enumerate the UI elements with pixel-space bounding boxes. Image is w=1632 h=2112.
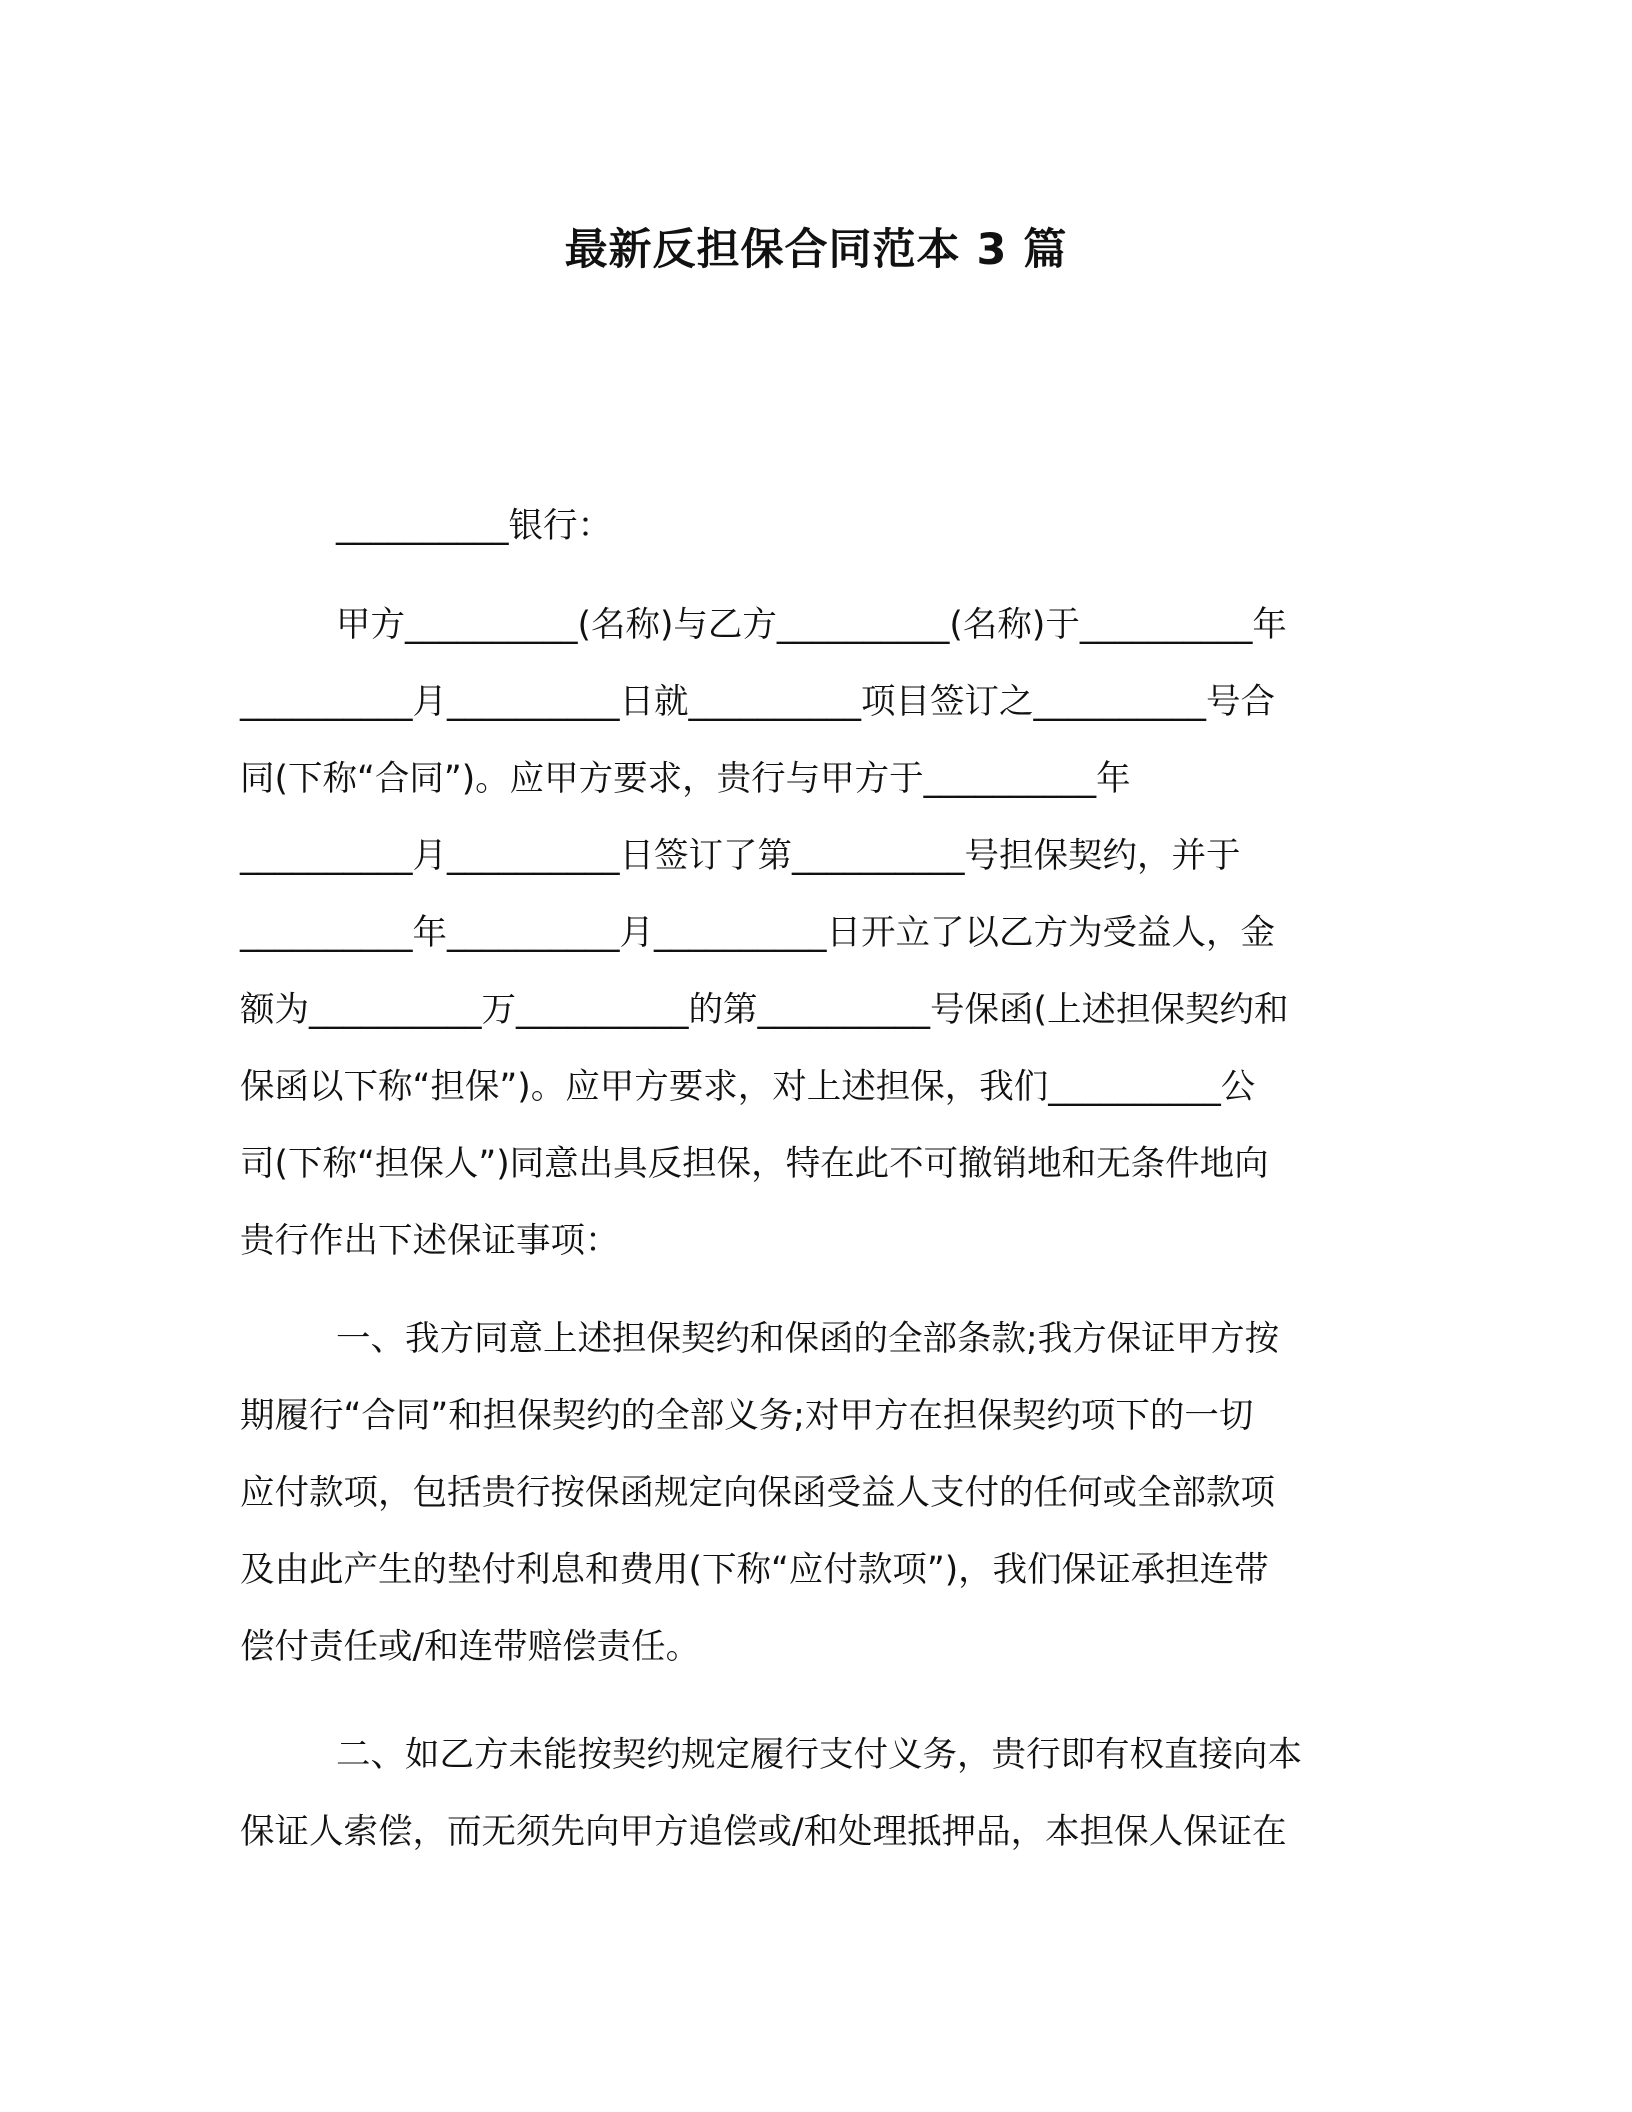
paragraph-line: 应付款项，包括贵行按保函规定向保函受益人支付的任何或全部款项: [240, 1473, 1275, 1513]
salutation-block: [240, 488, 1390, 565]
paragraph-line: 二、如乙方未能按契约规定履行支付义务，贵行即有权直接向本: [336, 1735, 1302, 1775]
paragraph-line: __________月__________日就__________项目签订之__________号合: [240, 682, 1275, 722]
paragraph-line: 贵行作出下述保证事项：: [240, 1221, 620, 1261]
paragraph-line: 期履行“合同”和担保契约的全部义务;对甲方在担保契约项下的一切: [240, 1396, 1254, 1436]
paragraph-line: 及由此产生的垫付利息和费用(下称“应付款项”)，我们保证承担连带: [240, 1550, 1269, 1590]
paragraph-line: 司(下称“担保人”)同意出具反担保，特在此不可撤销地和无条件地向: [240, 1144, 1269, 1184]
salutation-line: __________银行：: [336, 506, 612, 546]
paragraph-line: 保函以下称“担保”)。应甲方要求，对上述担保，我们__________公: [240, 1067, 1256, 1107]
paragraph-1: [240, 587, 1390, 1280]
paragraph-line: 甲方__________(名称)与乙方__________(名称)于__________年: [336, 605, 1287, 645]
paragraph-line: 同(下称“合同”)。应甲方要求，贵行与甲方于__________年: [240, 759, 1131, 799]
document-title: 最新反担保合同范本 3 篇: [564, 225, 1068, 275]
paragraph-line: __________月__________日签订了第__________号担保契约，并于: [240, 836, 1241, 876]
paragraph-line: 额为__________万__________的第__________号保函(上述担保契约和: [240, 990, 1289, 1030]
paragraph-line: 保证人索偿，而无须先向甲方追偿或/和处理抵押品，本担保人保证在: [240, 1812, 1287, 1852]
paragraph-2: [240, 1301, 1390, 1686]
paragraph-line: 偿付责任或/和连带赔偿责任。: [240, 1627, 701, 1667]
paragraph-line: __________年__________月__________日开立了以乙方为受益人，金: [240, 913, 1275, 953]
paragraph-line: 一、我方同意上述担保契约和保函的全部条款;我方保证甲方按: [336, 1319, 1280, 1359]
paragraph-3: [240, 1717, 1390, 1871]
